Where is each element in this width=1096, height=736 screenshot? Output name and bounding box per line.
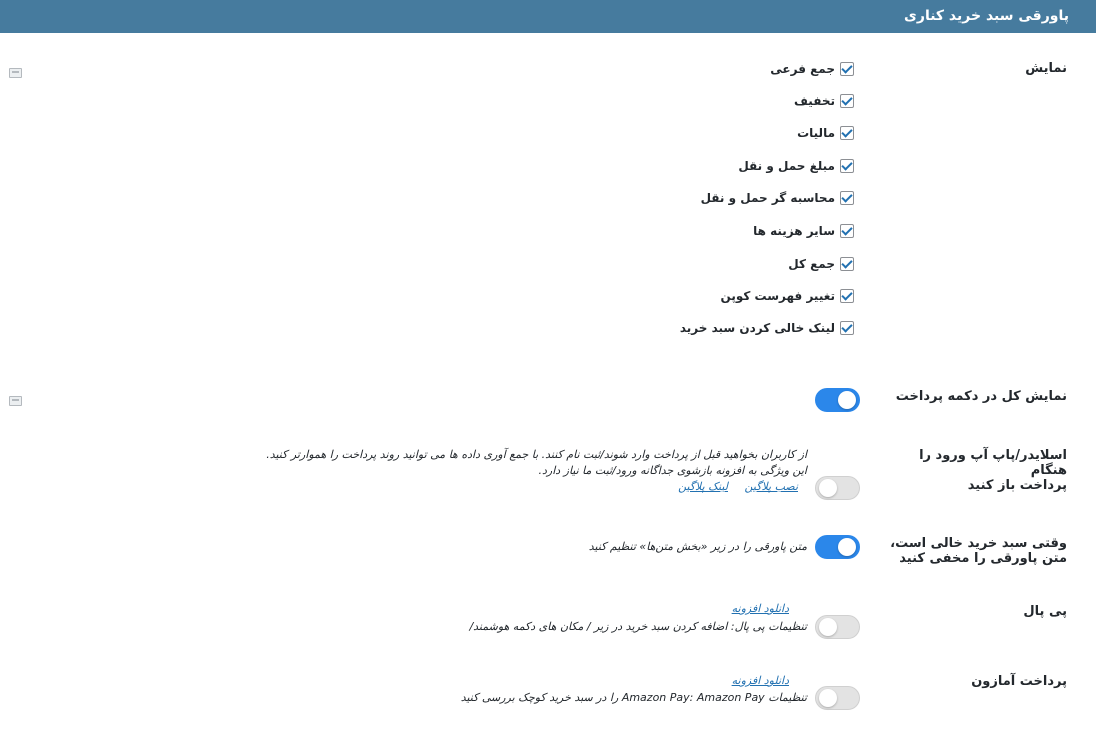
toggle-knob [819,618,837,636]
display-option[interactable] [770,61,854,77]
login-popup-description [266,447,807,479]
checkbox-label: محاسبه گر حمل و نقل [700,191,835,205]
checkbox[interactable] [840,321,854,335]
checkbox-label: مالیات [797,126,835,140]
checkbox-label: تغییر فهرست کوپن [720,289,835,303]
amazon-toggle[interactable] [815,686,860,710]
checkbox[interactable] [840,224,854,238]
login-popup-label-line1: اسلایدر/پاپ آپ ورود را هنگام [919,448,1067,478]
amazon-download-link[interactable]: دانلود افزونه [731,674,789,687]
display-option[interactable] [680,320,854,336]
hide-footer-label [882,536,1067,566]
checkbox[interactable] [840,94,854,108]
reset-icon[interactable] [9,396,22,406]
amazon-label: پرداخت آمازون [971,674,1067,689]
paypal-download-link[interactable]: دانلود افزونه [731,602,789,615]
hide-footer-label-line2: متن پاورقی را مخفی کنید [899,551,1067,566]
hide-footer-toggle[interactable] [815,535,860,559]
toggle-knob [819,479,837,497]
display-option[interactable] [797,125,854,141]
hide-footer-description: متن پاورقی را در زیر «بخش متن‌ها» تنظیم کنید [588,540,807,553]
checkbox-label: جمع کل [788,257,835,271]
display-option[interactable] [721,288,854,304]
checkbox-label: لینک خالی کردن سبد خرید [679,321,835,335]
display-option[interactable] [753,223,854,239]
section-title: پاورقی سبد خرید کناری [904,8,1069,24]
section-header [0,0,1096,33]
checkbox-label: جمع فرعی [770,62,835,76]
display-option[interactable] [788,256,854,272]
checkbox[interactable] [840,289,854,303]
plugin-link[interactable]: لینک پلاگین [678,480,728,493]
reset-icon[interactable] [9,68,22,78]
checkbox[interactable] [840,257,854,271]
login-popup-desc-line2: این ویژگی به افزونه بازشوی جداگانه ورود/ثبت ما نیاز دارد. [538,464,807,477]
install-plugin-link[interactable]: نصب پلاگین [744,480,798,493]
display-option[interactable] [794,93,854,109]
login-popup-label [882,448,1067,493]
checkbox-label: تخفیف [794,94,835,108]
login-popup-desc-line1: از کاربران بخواهید قبل از پرداخت وارد شوند/ثبت نام کنند. با جمع آوری داده ها می توانید روند پرداخت را هموارتر کنید. [266,448,807,461]
checkbox-label: مبلغ حمل و نقل [738,159,835,173]
checkbox[interactable] [840,126,854,140]
toggle-knob [838,538,856,556]
amazon-description: تنظیمات Amazon Pay: Amazon Pay را در سبد خرید کوچک بررسی کنید [460,691,807,704]
display-option[interactable] [701,190,854,206]
hide-footer-label-line1: وقتی سبد خرید خالی است، [890,536,1067,551]
toggle-knob [819,689,837,707]
display-label: نمایش [1025,61,1067,76]
login-popup-toggle[interactable] [815,476,860,500]
paypal-toggle[interactable] [815,615,860,639]
display-option[interactable] [738,158,854,174]
total-in-checkout-toggle[interactable] [815,388,860,412]
checkbox-label: سایر هزینه ها [753,224,835,238]
login-popup-label-line2: پرداخت باز کنید [967,478,1067,493]
checkbox[interactable] [840,191,854,205]
checkbox[interactable] [840,159,854,173]
toggle-knob [838,391,856,409]
paypal-label: پی پال [1023,604,1067,619]
paypal-description: تنظیمات پی پال: اضافه کردن سبد خرید در زیر / مکان های دکمه هوشمند/ [469,620,807,633]
checkbox[interactable] [840,62,854,76]
total-in-checkout-label: نمایش کل در دکمه پرداخت [895,389,1067,404]
